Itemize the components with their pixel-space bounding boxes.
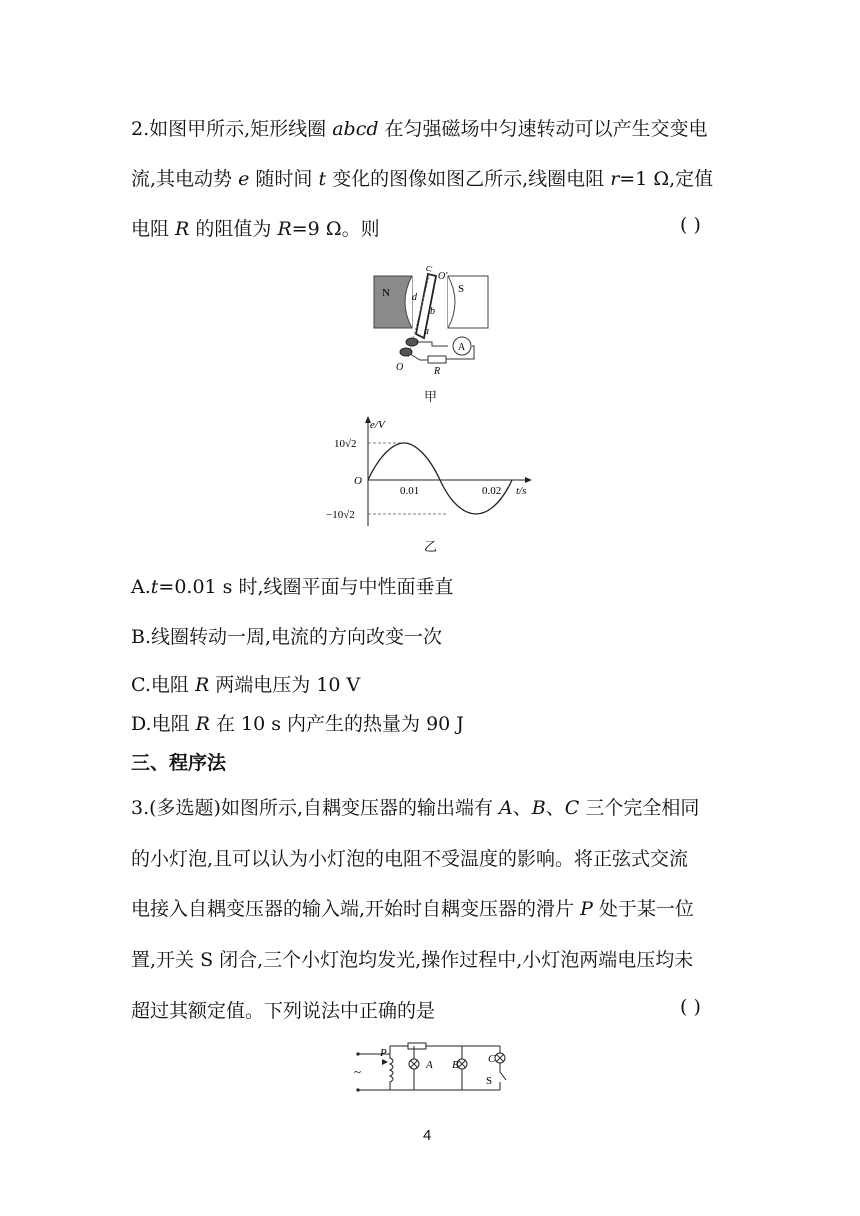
q2-text: 流,其电动势 [131, 168, 239, 190]
q3-text: 处于某一位 [592, 898, 694, 920]
resistor-r [428, 356, 446, 363]
label-switch-s: S [486, 1075, 493, 1087]
figure-generator [368, 262, 492, 380]
q3-text: 、 [545, 797, 565, 819]
figure-emf-graph [318, 414, 540, 530]
option-text: A. [131, 576, 151, 598]
q2-line-2 [131, 164, 713, 191]
q2-text: 的阻值为 [189, 218, 278, 240]
q2-answer-paren: ( ) [680, 214, 701, 236]
label-s: S [458, 283, 465, 295]
q2-text: =1 Ω,定值 [619, 168, 714, 190]
figure-yi-caption: 乙 [424, 540, 438, 555]
q3-text-italic: A [499, 797, 513, 819]
q3-text: 、 [512, 797, 532, 819]
q2-text: 电阻 [131, 218, 176, 240]
label-d: d [412, 292, 417, 303]
switch-s [500, 1072, 506, 1080]
q3-line-1 [131, 793, 699, 820]
x-tick-0-02: 0.02 [482, 485, 502, 497]
y-min-label: −10√2 [326, 509, 355, 521]
q3-answer-paren: ( ) [680, 996, 701, 1018]
q3-line-5: 超过其额定值。下列说法中正确的是 [131, 1000, 436, 1022]
emf-curve [368, 443, 512, 514]
option-text: 在 10 s 内产生的热量为 90 J [209, 713, 464, 735]
q2-text-italic: R [175, 218, 190, 240]
option-text-italic: R [195, 713, 210, 735]
q2-text: 随时间 [249, 168, 319, 190]
q2-line-1 [131, 114, 708, 141]
label-a: a [424, 326, 429, 337]
label-c: c [426, 263, 431, 274]
option-a [131, 572, 454, 599]
option-text-italic: R [194, 674, 210, 696]
page-number: 4 [423, 1127, 432, 1144]
circuit-diagram [350, 1040, 520, 1098]
transformer-coil [390, 1054, 393, 1090]
origin-label: O [354, 475, 362, 487]
q2-text: =9 Ω。则 [291, 218, 380, 240]
q3-line-4: 置,开关 S 闭合,三个小灯泡均发光,操作过程中,小灯泡两端电压均未 [131, 949, 694, 971]
option-b: B.线圈转动一周,电流的方向改变一次 [131, 626, 443, 648]
label-r: R [434, 366, 441, 377]
label-ac-source: ~ [354, 1064, 362, 1079]
section-heading: 三、程序法 [131, 752, 227, 774]
figure-autotransformer-circuit [350, 1040, 520, 1098]
option-d [131, 709, 464, 736]
q3-text-italic: C [564, 797, 580, 819]
q3-text: 电接入自耦变压器的输入端,开始时自耦变压器的滑片 [131, 898, 581, 920]
y-max-label: 10√2 [334, 438, 357, 450]
q3-text: 3.(多选题)如图所示,自耦变压器的输出端有 [131, 797, 500, 819]
q2-line-3 [131, 214, 380, 241]
label-lamp-a: A [426, 1059, 433, 1071]
figure-jia-caption: 甲 [424, 390, 438, 405]
q2-text: 2.如图甲所示,矩形线圈 [131, 118, 333, 140]
label-o: O [396, 362, 404, 373]
label-n: N [382, 287, 390, 299]
q3-text-italic: B [531, 797, 546, 819]
q2-text-italic: e [238, 168, 250, 190]
label-lamp-b: B [452, 1059, 459, 1071]
resistor [408, 1043, 426, 1049]
q2-text-italic: r [610, 168, 620, 190]
q2-text-italic: R [277, 218, 292, 240]
q3-line-2: 的小灯泡,且可以认为小灯泡的电阻不受温度的影响。将正弦式交流 [131, 848, 689, 870]
label-b: b [430, 306, 435, 317]
x-tick-0-01: 0.01 [400, 485, 420, 497]
option-text: C.电阻 [131, 674, 195, 696]
q2-text-italic: t [318, 168, 327, 190]
q3-text-italic: P [580, 898, 593, 920]
label-ammeter: A [458, 342, 466, 353]
q2-text: 变化的图像如图乙所示,线圈电阻 [326, 168, 611, 190]
option-text-italic: t [150, 576, 159, 598]
y-axis-label: e/V [370, 419, 385, 431]
q2-text-italic: abcd [332, 118, 379, 140]
option-text: 两端电压为 10 V [209, 674, 361, 696]
option-text: D.电阻 [131, 713, 196, 735]
emf-sine-graph [318, 414, 540, 530]
label-lamp-c: C [488, 1053, 496, 1065]
label-o-prime: O′ [438, 271, 448, 282]
q2-text: 在匀强磁场中匀速转动可以产生交变电 [378, 118, 708, 140]
x-axis-label: t/s [516, 485, 527, 497]
option-text: =0.01 s 时,线圈平面与中性面垂直 [158, 576, 454, 598]
q3-text: 三个完全相同 [579, 797, 700, 819]
label-p: P [380, 1047, 387, 1059]
generator-diagram [368, 262, 492, 380]
option-c [131, 670, 360, 697]
q3-line-3 [131, 894, 694, 921]
slider-p [382, 1059, 388, 1065]
